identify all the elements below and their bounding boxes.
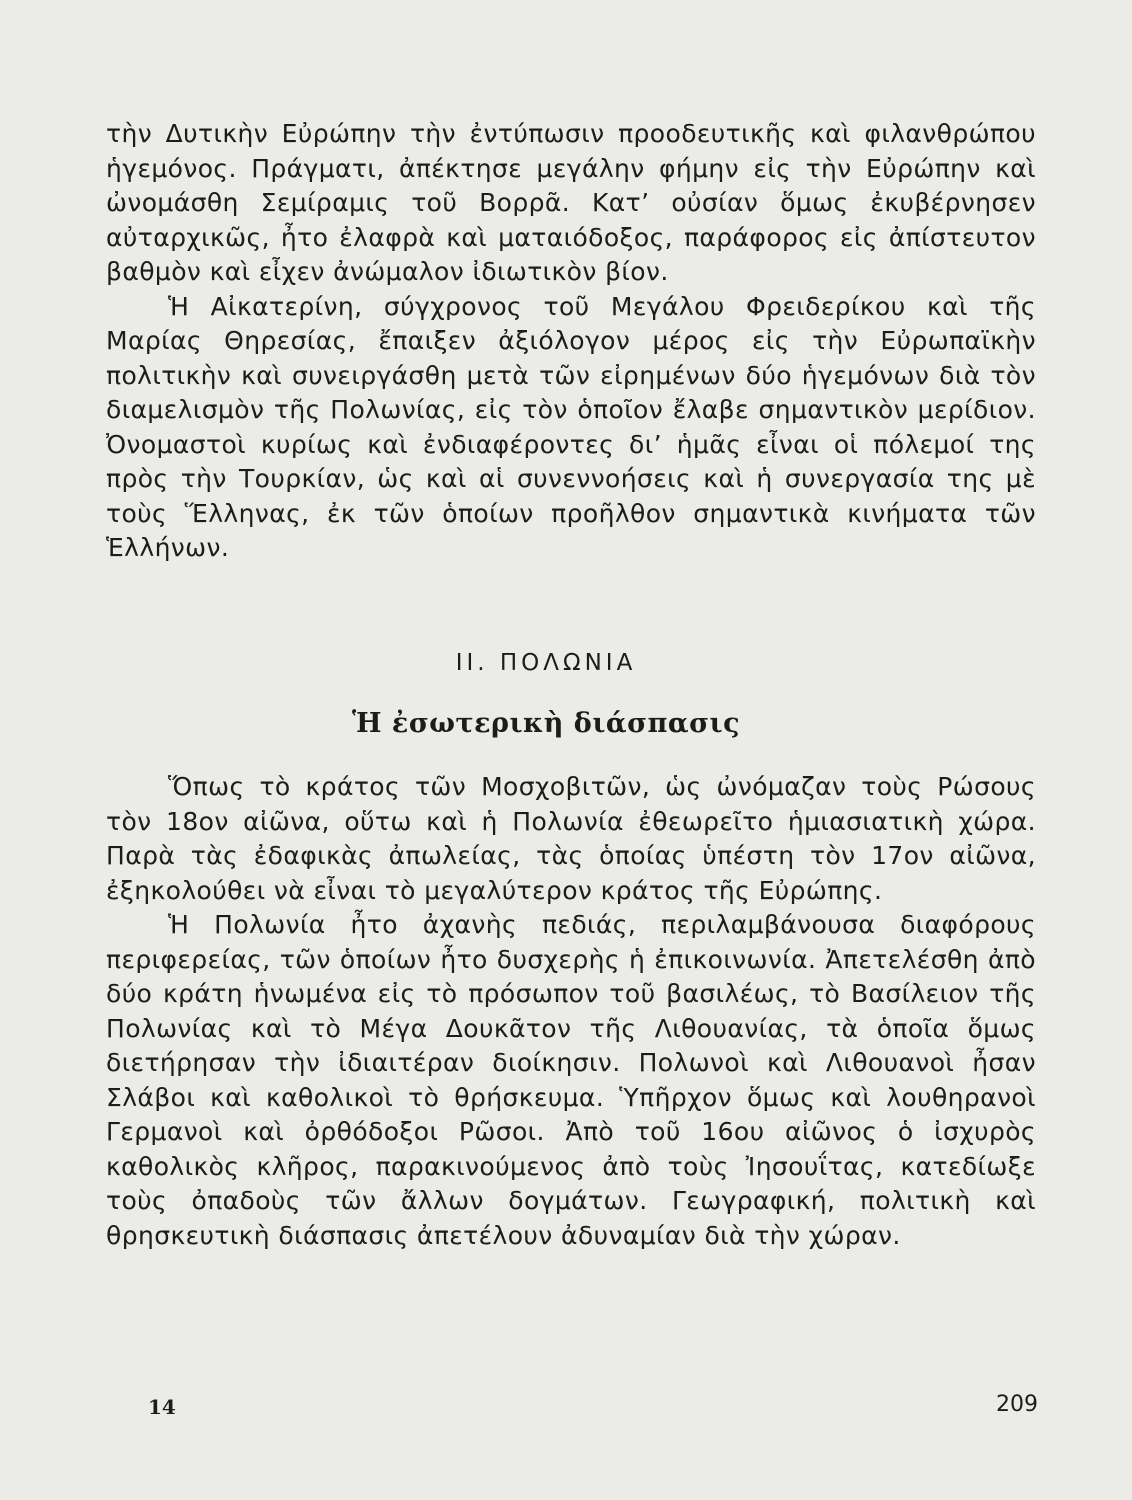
paragraph-poland-division: Ἡ Πολωνία ἦτο ἀχανὴς πεδιάς, περιλαμβάνουσα διαφόρους περιφερείας, τῶν ὁποίων ἦτο δυσχερὴς ἡ ἐπικοινωνία. Ἀπετελέσθη ἀπὸ δύο κράτη ἡνωμένα εἰς τὸ πρόσωπον τοῦ βασιλέως, τὸ Βασίλειον τῆς Πολωνίας καὶ τὸ Μέγα Δουκᾶτον τῆς Λιθουανίας, τὰ ὁποῖα ὅμως διετήρησαν τὴν ἰδιαιτέραν διοίκησιν. Πολωνοὶ καὶ Λιθουανοὶ ἦσαν Σλάβοι καὶ καθολικοὶ τὸ θρήσκευμα. Ὑπῆρχον ὅμως καὶ λουθηρανοὶ Γερμανοὶ καὶ ὀρθόδοξοι Ρῶσοι. Ἀπὸ τοῦ 16ου αἰῶνος ὁ ἰσχυρὸς καθολικὸς κλῆρος, παρακινούμενος ἀπὸ τοὺς Ἰησουΐτας, κατεδίωξε τοὺς ὀπαδοὺς τῶν ἄλλων δογμάτων. Γεωγραφική, πολιτικὴ καὶ θρησκευτικὴ διάσπασις ἀπετέλουν ἀδυναμίαν διὰ τὴν χώραν. <box>106 910 1036 1250</box>
section-heading: II. ΠΟΛΩΝΙΑ <box>455 650 637 676</box>
signature-mark: 14 <box>148 1395 176 1419</box>
page-number: 209 <box>996 1392 1038 1417</box>
paragraph-continuation: τὴν Δυτικὴν Εὐρώπην τὴν ἐντύπωσιν προοδευτικῆς καὶ φιλανθρώπου ἡγεμόνος. Πράγματι, ἀπέκτησε μεγάλην φήμην εἰς τὴν Εὐρώπην καὶ ὠνομάσθη Σεμίραμις τοῦ Βορρᾶ. Κατ’ οὐσίαν ὅμως ἐκυβέρνησεν αὐταρχικῶς, ἦτο ἐλαφρὰ καὶ ματαιόδοξος, παράφορος εἰς ἀπίστευτον βαθμὸν καὶ εἶχεν ἀνώμαλον ἰδιωτικὸν βίον. <box>106 119 1036 286</box>
section-subheading: Ἡ ἐσωτερικὴ διάσπασις <box>351 708 741 739</box>
body-text-top <box>106 117 1036 566</box>
body-text-bottom <box>106 770 1036 1253</box>
paragraph-poland-intro: Ὅπως τὸ κράτος τῶν Μοσχοβιτῶν, ὡς ὠνόμαζαν τοὺς Ρώσους τὸν 18ον αἰῶνα, οὕτω καὶ ἡ Πολωνία ἐθεωρεῖτο ἡμιασιατικὴ χώρα. Παρὰ τὰς ἐδαφικὰς ἀπωλείας, τὰς ὁποίας ὑπέστη τὸν 17ον αἰῶνα, ἐξηκολούθει νὰ εἶναι τὸ μεγαλύτερον κράτος τῆς Εὐρώπης. <box>106 772 1036 905</box>
paragraph-catherine: Ἡ Αἰκατερίνη, σύγχρονος τοῦ Μεγάλου Φρειδερίκου καὶ τῆς Μαρίας Θηρεσίας, ἔπαιξεν ἀξιόλογον μέρος εἰς τὴν Εὐρωπαϊκὴν πολιτικὴν καὶ συνειργάσθη μετὰ τῶν εἰρημένων δύο ἡγεμόνων διὰ τὸν διαμελισμὸν τῆς Πολωνίας, εἰς τὸν ὁποῖον ἔλαβε σημαντικὸν μερίδιον. Ὀνομαστοὶ κυρίως καὶ ἐνδιαφέροντες δι’ ἡμᾶς εἶναι οἱ πόλεμοί της πρὸς τὴν Τουρκίαν, ὡς καὶ αἱ συνεννοήσεις καὶ ἡ συνεργασία της μὲ τοὺς Ἕλληνας, ἐκ τῶν ὁποίων προῆλθον σημαντικὰ κινήματα τῶν Ἑλλήνων. <box>106 291 1036 562</box>
